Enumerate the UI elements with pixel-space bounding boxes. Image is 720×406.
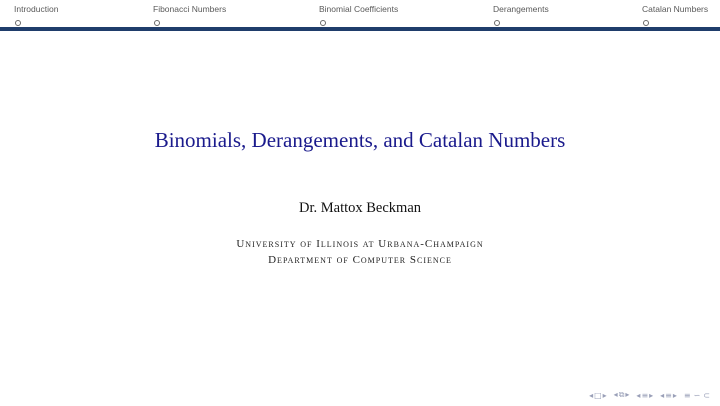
slide-icon[interactable]: □ — [594, 390, 602, 400]
slide-dot-icon[interactable] — [154, 20, 160, 26]
slide-dot-icon[interactable] — [15, 20, 21, 26]
slide-dot-icon[interactable] — [643, 20, 649, 26]
previous-slide-icon[interactable]: ◂ — [589, 390, 594, 400]
institution-line: University of Illinois at Urbana-Champaign — [236, 238, 484, 250]
beamer-navigation-controls — [589, 390, 710, 400]
frame-icon[interactable]: ⧉ — [618, 390, 625, 399]
previous-frame-icon[interactable]: ◂ — [613, 390, 618, 399]
nav-section-label: Catalan Numbers — [642, 4, 709, 14]
zoom-icon[interactable]: ⊂ — [703, 390, 710, 400]
previous-subsection-icon[interactable]: ◂ — [636, 390, 641, 400]
slide-author: Dr. Mattox Beckman — [298, 200, 422, 216]
nav-section-binomial[interactable] — [319, 4, 398, 26]
headline-navigation — [0, 0, 720, 27]
search-icon[interactable]: ∽ — [693, 390, 701, 400]
slide-dot-icon[interactable] — [494, 20, 500, 26]
section-icon[interactable]: ≡ — [665, 390, 672, 400]
subsection-icon[interactable]: ≡ — [641, 390, 649, 400]
next-frame-icon[interactable]: ▸ — [625, 390, 630, 399]
outline-icon[interactable]: ≡ — [683, 390, 691, 400]
nav-section-label: Introduction — [14, 4, 59, 14]
department-line: Department of Computer Science — [268, 254, 452, 266]
nav-section-catalan[interactable] — [642, 4, 708, 26]
next-subsection-icon[interactable]: ▸ — [649, 390, 654, 400]
nav-section-label: Binomial Coefficients — [319, 4, 399, 14]
nav-section-introduction[interactable] — [14, 4, 58, 26]
next-section-icon[interactable]: ▸ — [672, 390, 677, 400]
slide-dot-icon[interactable] — [320, 20, 326, 26]
nav-section-derangements[interactable] — [493, 4, 549, 26]
nav-section-fibonacci[interactable] — [153, 4, 226, 26]
nav-section-label: Fibonacci Numbers — [153, 4, 227, 14]
headline-divider-bar — [0, 27, 720, 31]
next-slide-icon[interactable]: ▸ — [602, 390, 607, 400]
previous-section-icon[interactable]: ◂ — [660, 390, 665, 400]
nav-section-label: Derangements — [493, 4, 549, 14]
slide-title: Binomials, Derangements, and Catalan Numbers — [154, 128, 566, 152]
